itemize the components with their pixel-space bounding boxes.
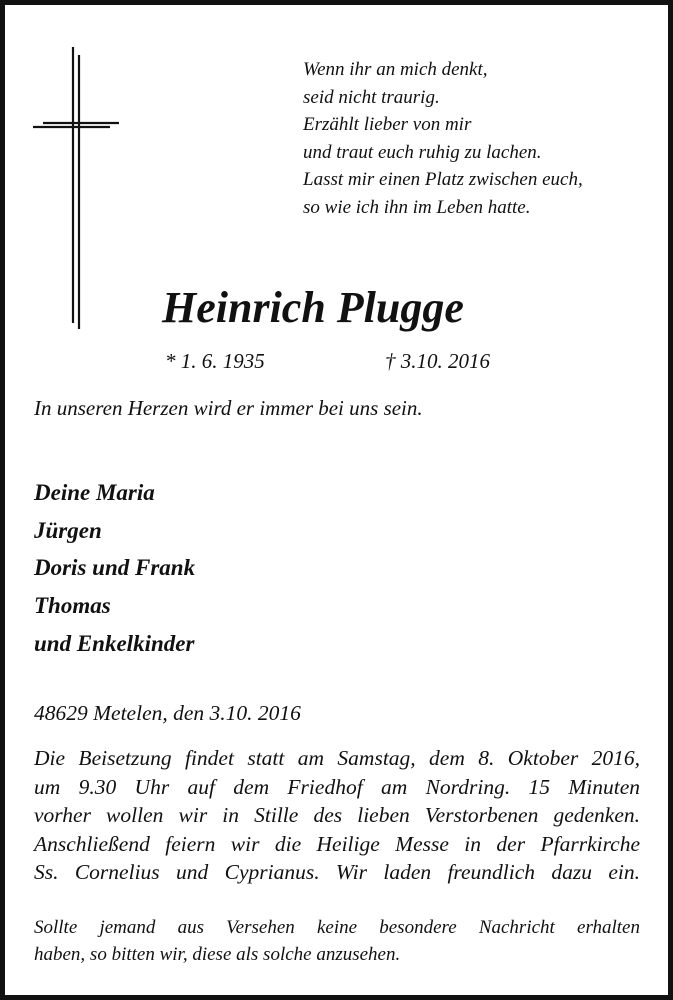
birth-date: * 1. 6. 1935 [165,349,265,373]
family-member: Thomas [34,593,111,619]
deceased-name: Heinrich Plugge [162,283,464,332]
family-member: Doris und Frank [34,555,196,581]
funeral-line: Ss. Cornelius und Cyprianus. Wir laden freundlich dazu ein. [34,860,640,885]
funeral-line: Die Beisetzung findet statt am Samstag, dem 8. Oktober 2016, [34,746,640,770]
memorial-line: In unseren Herzen wird er immer bei uns sein. [34,396,423,420]
death-date: † 3.10. 2016 [385,349,490,373]
notice-line: Sollte jemand aus Versehen keine besondere Nachricht erhalten [34,917,640,938]
poem-line: so wie ich ihn im Leben hatte. [303,196,531,218]
poem-line: Wenn ihr an mich denkt, [303,59,488,80]
poem-line: Erzählt lieber von mir [303,114,472,136]
cross-icon [0,0,130,340]
poem-line: Lasst mir einen Platz zwischen euch, [303,169,583,191]
family-member: Jürgen [34,517,102,543]
family-list [34,474,195,663]
poem [303,56,583,222]
family-member: Deine Maria [34,480,155,505]
poem-line: seid nicht traurig. [303,86,440,108]
funeral-line: Anschließend feiern wir die Heilige Messe in der Pfarrkirche [34,831,640,856]
place-date: 48629 Metelen, den 3.10. 2016 [34,701,301,725]
funeral-info [34,744,640,887]
funeral-line: um 9.30 Uhr auf dem Friedhof am Nordring. 15 Minuten [34,774,640,799]
funeral-line: vorher wollen wir in Stille des lieben Verstorbenen gedenken. [34,803,640,828]
poem-line: und traut euch ruhig zu lachen. [303,141,542,163]
notice [34,914,640,968]
family-member: und Enkelkinder [34,630,195,656]
notice-line: haben, so bitten wir, diese als solche anzusehen. [34,944,401,965]
